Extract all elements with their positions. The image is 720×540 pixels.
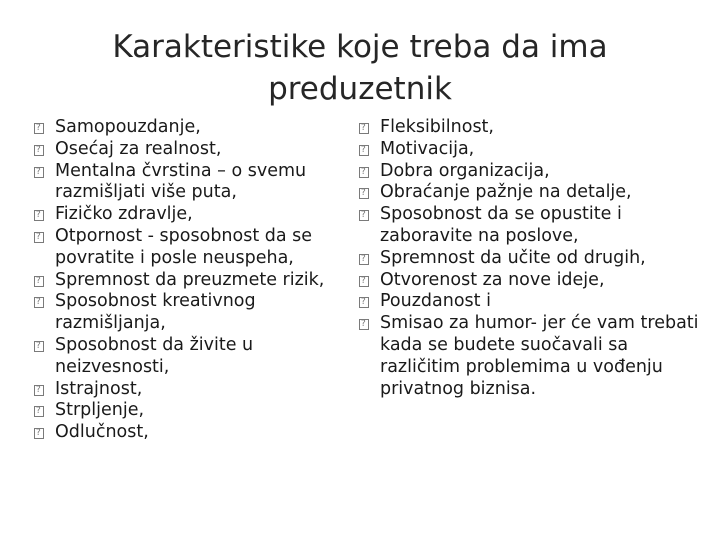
- list-item: [34, 226, 354, 270]
- bullet-icon: [359, 319, 369, 330]
- list-item: [359, 270, 699, 292]
- list-item-text: Spremnost da preuzmete rizik,: [55, 269, 325, 290]
- bullet-icon: [34, 406, 44, 417]
- bullet-icon: [359, 145, 369, 156]
- list-item-text: Sposobnost da živite u neizvesnosti,: [55, 334, 254, 377]
- list-item-text: Osećaj za realnost,: [55, 138, 222, 159]
- list-item-text: Spremnost da učite od drugih,: [380, 247, 646, 268]
- list-item-text: Obraćanje pažnje na detalje,: [380, 182, 632, 203]
- list-item-text: Smisao za humor- jer će vam trebati kada se budete suočavali sa različitim problemima u vođenju privatnog biznisa.: [380, 313, 699, 399]
- bullet-icon: [359, 210, 369, 221]
- list-item: [34, 117, 354, 139]
- bullet-icon: [359, 123, 369, 134]
- list-item-text: Mentalna čvrstina – o svemu razmišljati više puta,: [55, 160, 307, 203]
- bullet-icon: [34, 210, 44, 221]
- list-item: [34, 204, 354, 226]
- list-item: [359, 248, 699, 270]
- right-bullet-list: [359, 117, 699, 400]
- bullet-icon: [34, 276, 44, 287]
- list-item-text: Odlučnost,: [55, 422, 149, 443]
- list-item-text: Otpornost - sposobnost da se povratite i posle neuspeha,: [55, 225, 313, 268]
- list-item-text: Samopouzdanje,: [55, 117, 201, 137]
- bullet-icon: [34, 428, 44, 439]
- list-item-text: Sposobnost da se opustite i zaboravite na poslove,: [380, 204, 622, 246]
- bullet-icon: [359, 254, 369, 265]
- slide-title: Karakteristike koje treba da ima preduzetnik: [112, 29, 608, 107]
- bullet-icon: [359, 276, 369, 287]
- list-item: [359, 139, 699, 161]
- list-item: [34, 291, 354, 335]
- list-item-text: Strpljenje,: [55, 400, 145, 421]
- bullet-icon: [34, 145, 44, 156]
- bullet-icon: [34, 123, 44, 134]
- list-item: [34, 270, 354, 292]
- list-item-text: Istrajnost,: [55, 378, 143, 399]
- list-item-text: Dobra organizacija,: [380, 160, 550, 181]
- bullet-icon: [34, 232, 44, 243]
- bullet-icon: [359, 167, 369, 178]
- list-item: [359, 117, 699, 139]
- list-item: [34, 400, 354, 422]
- bullet-icon: [359, 297, 369, 308]
- list-item: [359, 291, 699, 313]
- list-item: [34, 161, 354, 205]
- right-column: [359, 117, 699, 400]
- list-item-text: Fleksibilnost,: [380, 117, 494, 137]
- list-item: [359, 204, 699, 248]
- list-item-text: Fizičko zdravlje,: [55, 204, 193, 225]
- list-item: [34, 139, 354, 161]
- left-column: [34, 117, 354, 444]
- list-item: [359, 313, 699, 400]
- list-item-text: Sposobnost kreativnog razmišljanja,: [55, 291, 256, 334]
- list-item: [34, 422, 354, 444]
- left-bullet-list: [34, 117, 354, 444]
- bullet-icon: [34, 385, 44, 396]
- list-item-text: Otvorenost za nove ideje,: [380, 269, 605, 290]
- list-item: [359, 182, 699, 204]
- list-item: [34, 335, 354, 379]
- list-item-text: Motivacija,: [380, 138, 475, 159]
- list-item: [34, 379, 354, 401]
- list-item: [359, 161, 699, 183]
- bullet-icon: [34, 341, 44, 352]
- bullet-icon: [34, 297, 44, 308]
- list-item-text: Pouzdanost i: [380, 291, 491, 312]
- bullet-icon: [359, 188, 369, 199]
- bullet-icon: [34, 167, 44, 178]
